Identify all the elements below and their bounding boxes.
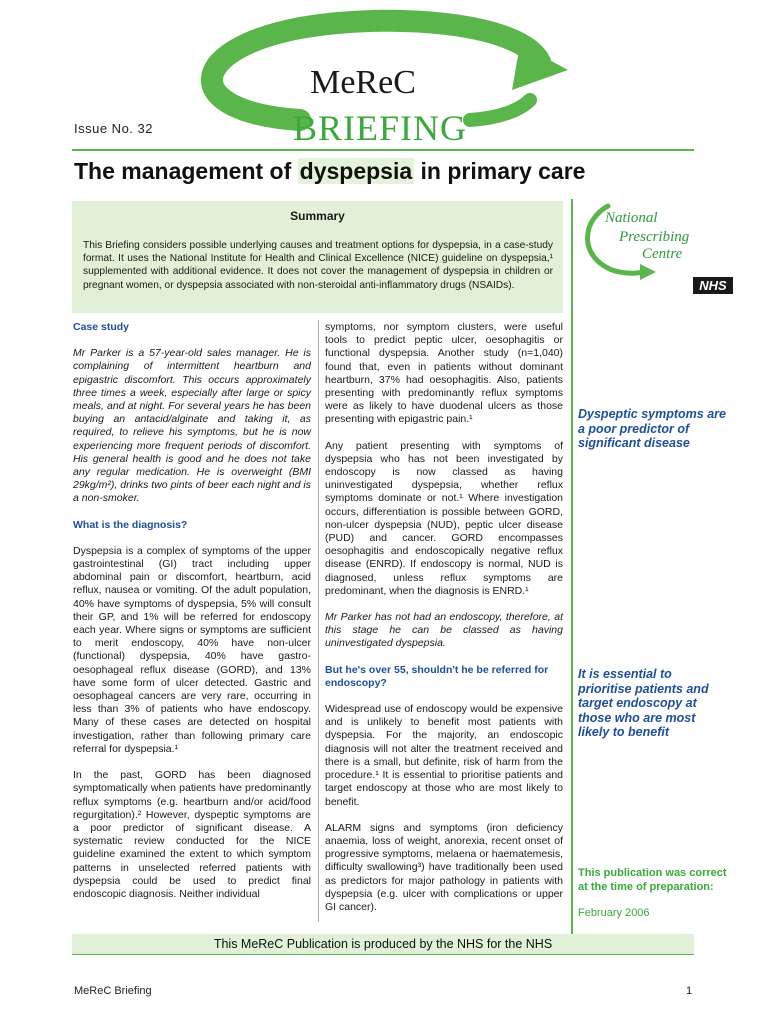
body-paragraph-1: symptoms, nor symptom clusters, were useful tools to predict peptic ulcer, oesophagitis or functional dyspepsia. Another study (n=1,040) found that, even in patients without dominant heartburn, 37% had oesophagitis. Also, patients presenting with predominantly reflux symptoms were as likely to have duodenal ulcers as those presenting with epigastric pain.¹ bbox=[325, 321, 563, 426]
summary-text: This Briefing considers possible underlying causes and treatment options for dyspepsia, in a case-study format. It uses the National Institute for Health and Clinical Excellence (NICE) guideline on dyspepsia,¹ supplemented with additional evidence. It does not cover the management of dyspepsia in children or pregnant women, or dyspepsia associated with non-steroidal anti-inflammatory drugs (NSAIDs). bbox=[83, 240, 553, 291]
pull-quote-2: It is essential to prioritise patients and target endoscopy at those who are most likely to benefit bbox=[578, 667, 709, 740]
column-left bbox=[73, 321, 311, 914]
npc-line-national: National bbox=[605, 210, 658, 226]
case-study-heading: Case study bbox=[73, 321, 130, 333]
case-study-text: Mr Parker is a 57-year-old sales manager. He is complaining of intermittent heartburn and epigastric discomfort. This occurs approximately three times a week, especially after large or spicy meals, and at night. For several years he has been buying an antacid/alginate and taking it, as required, to relieve his symptoms, but he is now experiencing more frequent periods of discomfort. His general health is good and he does not take any regular medication. He is overweight (BMI 29kg/m²), drinks two pints of beer each night and is a non-smoker. bbox=[73, 347, 311, 505]
summary-box bbox=[72, 201, 563, 313]
masthead bbox=[0, 0, 768, 150]
npc-line-centre: Centre bbox=[642, 246, 683, 262]
issue-number: Issue No. 32 bbox=[74, 121, 153, 136]
merec-logo-text: MeReC bbox=[310, 64, 416, 101]
header-divider bbox=[72, 149, 694, 151]
body-paragraph-5: ALARM signs and symptoms (iron deficiency anaemia, loss of weight, anorexia, recent onset of progressive symptoms, melaena or haematemesis, difficulty swallowing³) have traditionally been used as predictors for major pathology in patients with dyspepsia (e.g. ulcer with complications or upper GI cancer). bbox=[325, 821, 563, 913]
footer-publication-name: MeReC Briefing bbox=[74, 985, 152, 997]
diagnosis-paragraph-2: In the past, GORD has been diagnosed symptomatically when patients have predominantly reflux symptoms (e.g. heartburn and/or acid/food regurgitation).² However, dyspeptic symptoms are a poor predictor of significant disease. A systematic review conducted for the NICE guideline examined the extent to which symptom patterns in unselected referred patients with dyspepsia could be used to predict final endoscopic diagnosis. Neither individual bbox=[73, 769, 311, 900]
page-title bbox=[74, 158, 585, 185]
column-middle bbox=[325, 321, 563, 927]
endoscopy-heading: But he's over 55, shouldn't he be referred for endoscopy? bbox=[325, 663, 549, 689]
summary-heading: Summary bbox=[290, 209, 345, 223]
publication-date: February 2006 bbox=[578, 907, 650, 919]
briefing-logo-text: BRIEFING bbox=[292, 108, 467, 148]
pull-quote-1: Dyspeptic symptoms are a poor predictor of significant disease bbox=[578, 407, 726, 451]
sidebar-divider bbox=[571, 199, 573, 934]
title-highlight: dyspepsia bbox=[299, 158, 413, 184]
footer-band-rule bbox=[72, 954, 694, 955]
body-paragraph-3: Mr Parker has not had an endoscopy, therefore, at this stage he can be classed as having uninvestigated dyspepsia. bbox=[325, 611, 563, 650]
column-divider bbox=[318, 320, 319, 922]
npc-line-prescribing: Prescribing bbox=[619, 229, 690, 245]
diagnosis-paragraph-1: Dyspepsia is a complex of symptoms of the upper gastrointestinal (GI) tract including upper abdominal pain or discomfort, heartburn, acid reflux, nausea or vomiting. Of the adult population, 40% have symptoms of dyspepsia, 5% will consult their GP, and 1% will be referred for endoscopy each year. Where signs or symptoms are sufficient to merit endoscopy, 40% have non-ulcer (functional) dyspepsia, 40% have gastro-oesophageal reflux disease (GORD), and 13% have some form of ulcer detected. Gastric and oesophageal cancers are very rare, occurring in less than 3% of patients who have endoscopy. Many of these cases are detected on hospital investigation, rather than following primary care referral for dyspepsia.¹ bbox=[73, 544, 311, 755]
footer-band: This MeReC Publication is produced by the NHS for the NHS bbox=[72, 934, 694, 955]
publication-note: This publication was correct at the time of preparation: bbox=[578, 867, 727, 893]
diagnosis-heading: What is the diagnosis? bbox=[73, 518, 188, 531]
title-prefix: The management of bbox=[74, 158, 298, 184]
nhs-logo: NHS bbox=[693, 277, 733, 294]
body-paragraph-4: Widespread use of endoscopy would be expensive and is unlikely to benefit most patients with dyspepsia. For the majority, an endoscopic diagnosis will not alter the treatment received and there is a small, but definite, risk of harm from the procedure.¹ It is essential to prioritise patients and target endoscopy at those who are most likely to benefit. bbox=[325, 703, 563, 808]
title-suffix: in primary care bbox=[414, 158, 586, 184]
page-number: 1 bbox=[686, 985, 693, 997]
body-paragraph-2: Any patient presenting with symptoms of dyspepsia who has not been investigated by endoscopy is now classed as having uninvestigated dyspepsia, whether reflux symptoms dominate or not.¹ Where investigation occurs, differentiation is possible between GORD, non-ulcer dyspepsia (NUD), peptic ulcer disease (PUD) and cancer. GORD encompasses oesophagitis and endoscopically negative reflux disease (ENRD). If endoscopy is normal, NUD is diagnosed, unless reflux symptoms are predominant, when the diagnosis is ENRD.¹ bbox=[325, 439, 563, 597]
